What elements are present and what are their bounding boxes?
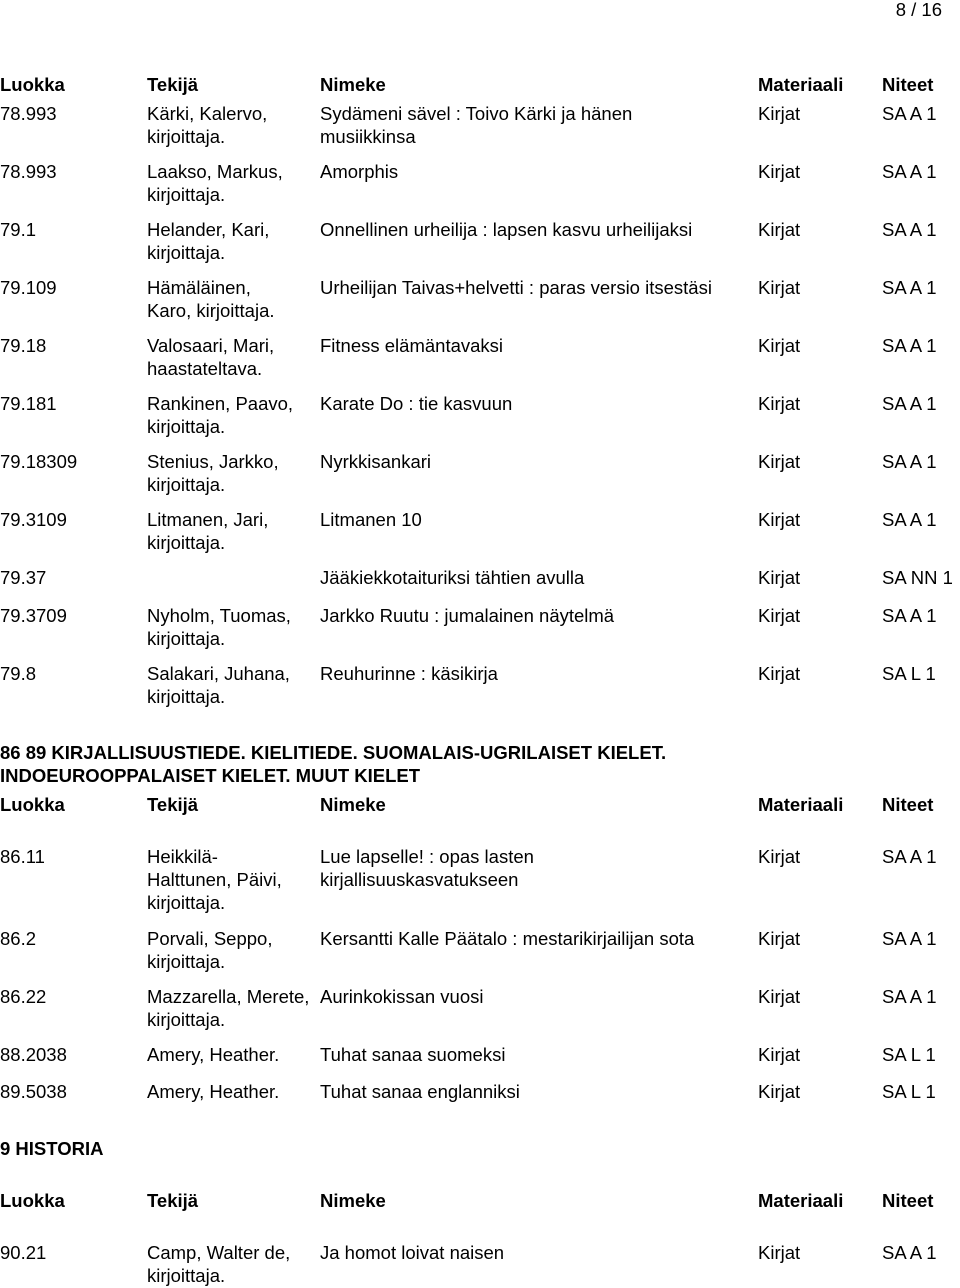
table-row [0,662,960,708]
row-nimeke: Sydämeni sävel : Toivo Kärki ja hänen musiikkinsa [320,103,633,147]
row-luokka: 79.109 [0,277,57,298]
table-row [0,845,960,914]
row-nimeke: Jarkko Ruutu : jumalainen näytelmä [320,605,615,626]
column-header-niteet: Niteet [882,794,934,815]
column-header-tekija: Tekijä [147,74,199,95]
row-nimeke: Aurinkokissan vuosi [320,986,484,1007]
row-luokka: 89.5038 [0,1081,67,1102]
row-tekija: Helander, Kari, kirjoittaja. [147,219,270,263]
row-tekija: Kärki, Kalervo, kirjoittaja. [147,103,268,147]
row-tekija: Nyholm, Tuomas, kirjoittaja. [147,605,291,649]
column-header-luokka: Luokka [0,74,65,95]
table-row [0,334,960,380]
row-materiaali: Kirjat [758,846,801,867]
table-row [0,392,960,438]
table-row [0,160,960,206]
section-heading: 9 HISTORIA [0,1138,104,1159]
row-nimeke: Tuhat sanaa englanniksi [320,1081,520,1102]
table-row [0,1241,960,1287]
column-header-materiaali: Materiaali [758,74,844,95]
row-luokka: 86.22 [0,986,47,1007]
row-niteet: SA A 1 [882,1242,937,1263]
row-nimeke: Urheilijan Taivas+helvetti : paras versio itsestäsi [320,277,712,298]
row-luokka: 79.8 [0,663,37,684]
row-materiaali: Kirjat [758,663,801,684]
row-luokka: 90.21 [0,1242,47,1263]
table-header [0,1189,960,1235]
row-niteet: SA A 1 [882,161,937,182]
row-tekija: Camp, Walter de, kirjoittaja. [147,1242,291,1286]
row-niteet: SA A 1 [882,605,937,626]
row-luokka: 79.3109 [0,509,67,530]
row-nimeke: Ja homot loivat naisen [320,1242,505,1263]
table-row [0,218,960,264]
row-nimeke: Nyrkkisankari [320,451,432,472]
row-luokka: 78.993 [0,103,57,124]
row-luokka: 79.3709 [0,605,67,626]
section-heading-line1: 86 89 KIRJALLISUUSTIEDE. KIELITIEDE. SUOMALAIS-UGRILAISET KIELET. [0,742,667,763]
column-header-niteet: Niteet [882,74,934,95]
column-header-niteet: Niteet [882,1190,934,1211]
row-materiaali: Kirjat [758,928,801,949]
column-header-materiaali: Materiaali [758,794,844,815]
row-nimeke: Lue lapselle! : opas lasten kirjallisuuskasvatukseen [320,846,534,890]
row-niteet: SA L 1 [882,1044,936,1065]
row-tekija: Salakari, Juhana, kirjoittaja. [147,663,290,707]
row-materiaali: Kirjat [758,605,801,626]
row-luokka: 86.11 [0,846,45,867]
row-luokka: 88.2038 [0,1044,67,1065]
row-niteet: SA A 1 [882,509,937,530]
row-materiaali: Kirjat [758,986,801,1007]
row-tekija: Laakso, Markus, kirjoittaja. [147,161,283,205]
row-luokka: 79.37 [0,567,47,588]
row-niteet: SA A 1 [882,103,937,124]
column-header-nimeke: Nimeke [320,74,386,95]
section-heading-line2: INDOEUROOPPALAISET KIELET. MUUT KIELET [0,765,421,786]
column-header-materiaali: Materiaali [758,1190,844,1211]
row-tekija: Hämäläinen, Karo, kirjoittaja. [147,277,275,321]
row-luokka: 86.2 [0,928,37,949]
row-materiaali: Kirjat [758,509,801,530]
row-materiaali: Kirjat [758,335,801,356]
row-materiaali: Kirjat [758,277,801,298]
table-row [0,985,960,1031]
table-row [0,604,960,650]
row-materiaali: Kirjat [758,219,801,240]
row-niteet: SA L 1 [882,1081,936,1102]
row-niteet: SA A 1 [882,393,937,414]
table-row [0,276,960,322]
row-nimeke: Reuhurinne : käsikirja [320,663,498,684]
row-nimeke: Amorphis [320,161,399,182]
row-tekija: Heikkilä-Halttunen, Päivi, kirjoittaja. [147,846,282,913]
row-niteet: SA A 1 [882,451,937,472]
row-tekija: Valosaari, Mari, haastateltava. [147,335,275,379]
row-materiaali: Kirjat [758,393,801,414]
row-tekija: Amery, Heather. [147,1081,280,1102]
table-row [0,1080,960,1103]
table-row [0,508,960,554]
row-nimeke: Jääkiekkotaituriksi tähtien avulla [320,567,585,588]
row-tekija: Porvali, Seppo, kirjoittaja. [147,928,273,972]
row-nimeke: Tuhat sanaa suomeksi [320,1044,506,1065]
column-header-luokka: Luokka [0,794,65,815]
row-tekija: Stenius, Jarkko, kirjoittaja. [147,451,279,495]
row-niteet: SA A 1 [882,277,937,298]
table-row [0,450,960,496]
row-materiaali: Kirjat [758,567,801,588]
row-luokka: 79.18 [0,335,47,356]
row-niteet: SA A 1 [882,846,937,867]
column-header-nimeke: Nimeke [320,794,386,815]
row-tekija: Mazzarella, Merete, kirjoittaja. [147,986,310,1030]
row-niteet: SA NN 1 [882,567,953,588]
row-nimeke: Fitness elämäntavaksi [320,335,504,356]
row-nimeke: Kersantti Kalle Päätalo : mestarikirjailijan sota [320,928,695,949]
row-niteet: SA A 1 [882,219,937,240]
column-header-tekija: Tekijä [147,1190,199,1211]
row-nimeke: Karate Do : tie kasvuun [320,393,513,414]
row-niteet: SA A 1 [882,986,937,1007]
row-niteet: SA A 1 [882,928,937,949]
row-nimeke: Onnellinen urheilija : lapsen kasvu urheilijaksi [320,219,693,240]
row-materiaali: Kirjat [758,1044,801,1065]
row-niteet: SA L 1 [882,663,936,684]
row-materiaali: Kirjat [758,1242,801,1263]
row-luokka: 79.1 [0,219,37,240]
row-luokka: 79.18309 [0,451,78,472]
row-materiaali: Kirjat [758,1081,801,1102]
table-header [0,793,960,839]
column-header-nimeke: Nimeke [320,1190,386,1211]
table-row [0,927,960,973]
table-row [0,1043,960,1066]
row-tekija: Amery, Heather. [147,1044,280,1065]
column-header-tekija: Tekijä [147,794,199,815]
row-nimeke: Litmanen 10 [320,509,422,530]
row-tekija: Litmanen, Jari, kirjoittaja. [147,509,269,553]
page-number: 8 / 16 [895,0,942,20]
row-niteet: SA A 1 [882,335,937,356]
row-materiaali: Kirjat [758,451,801,472]
table-row [0,566,960,589]
column-header-luokka: Luokka [0,1190,65,1211]
row-tekija: Rankinen, Paavo, kirjoittaja. [147,393,294,437]
row-materiaali: Kirjat [758,103,801,124]
row-luokka: 78.993 [0,161,57,182]
table-row [0,102,960,148]
row-luokka: 79.181 [0,393,57,414]
row-materiaali: Kirjat [758,161,801,182]
